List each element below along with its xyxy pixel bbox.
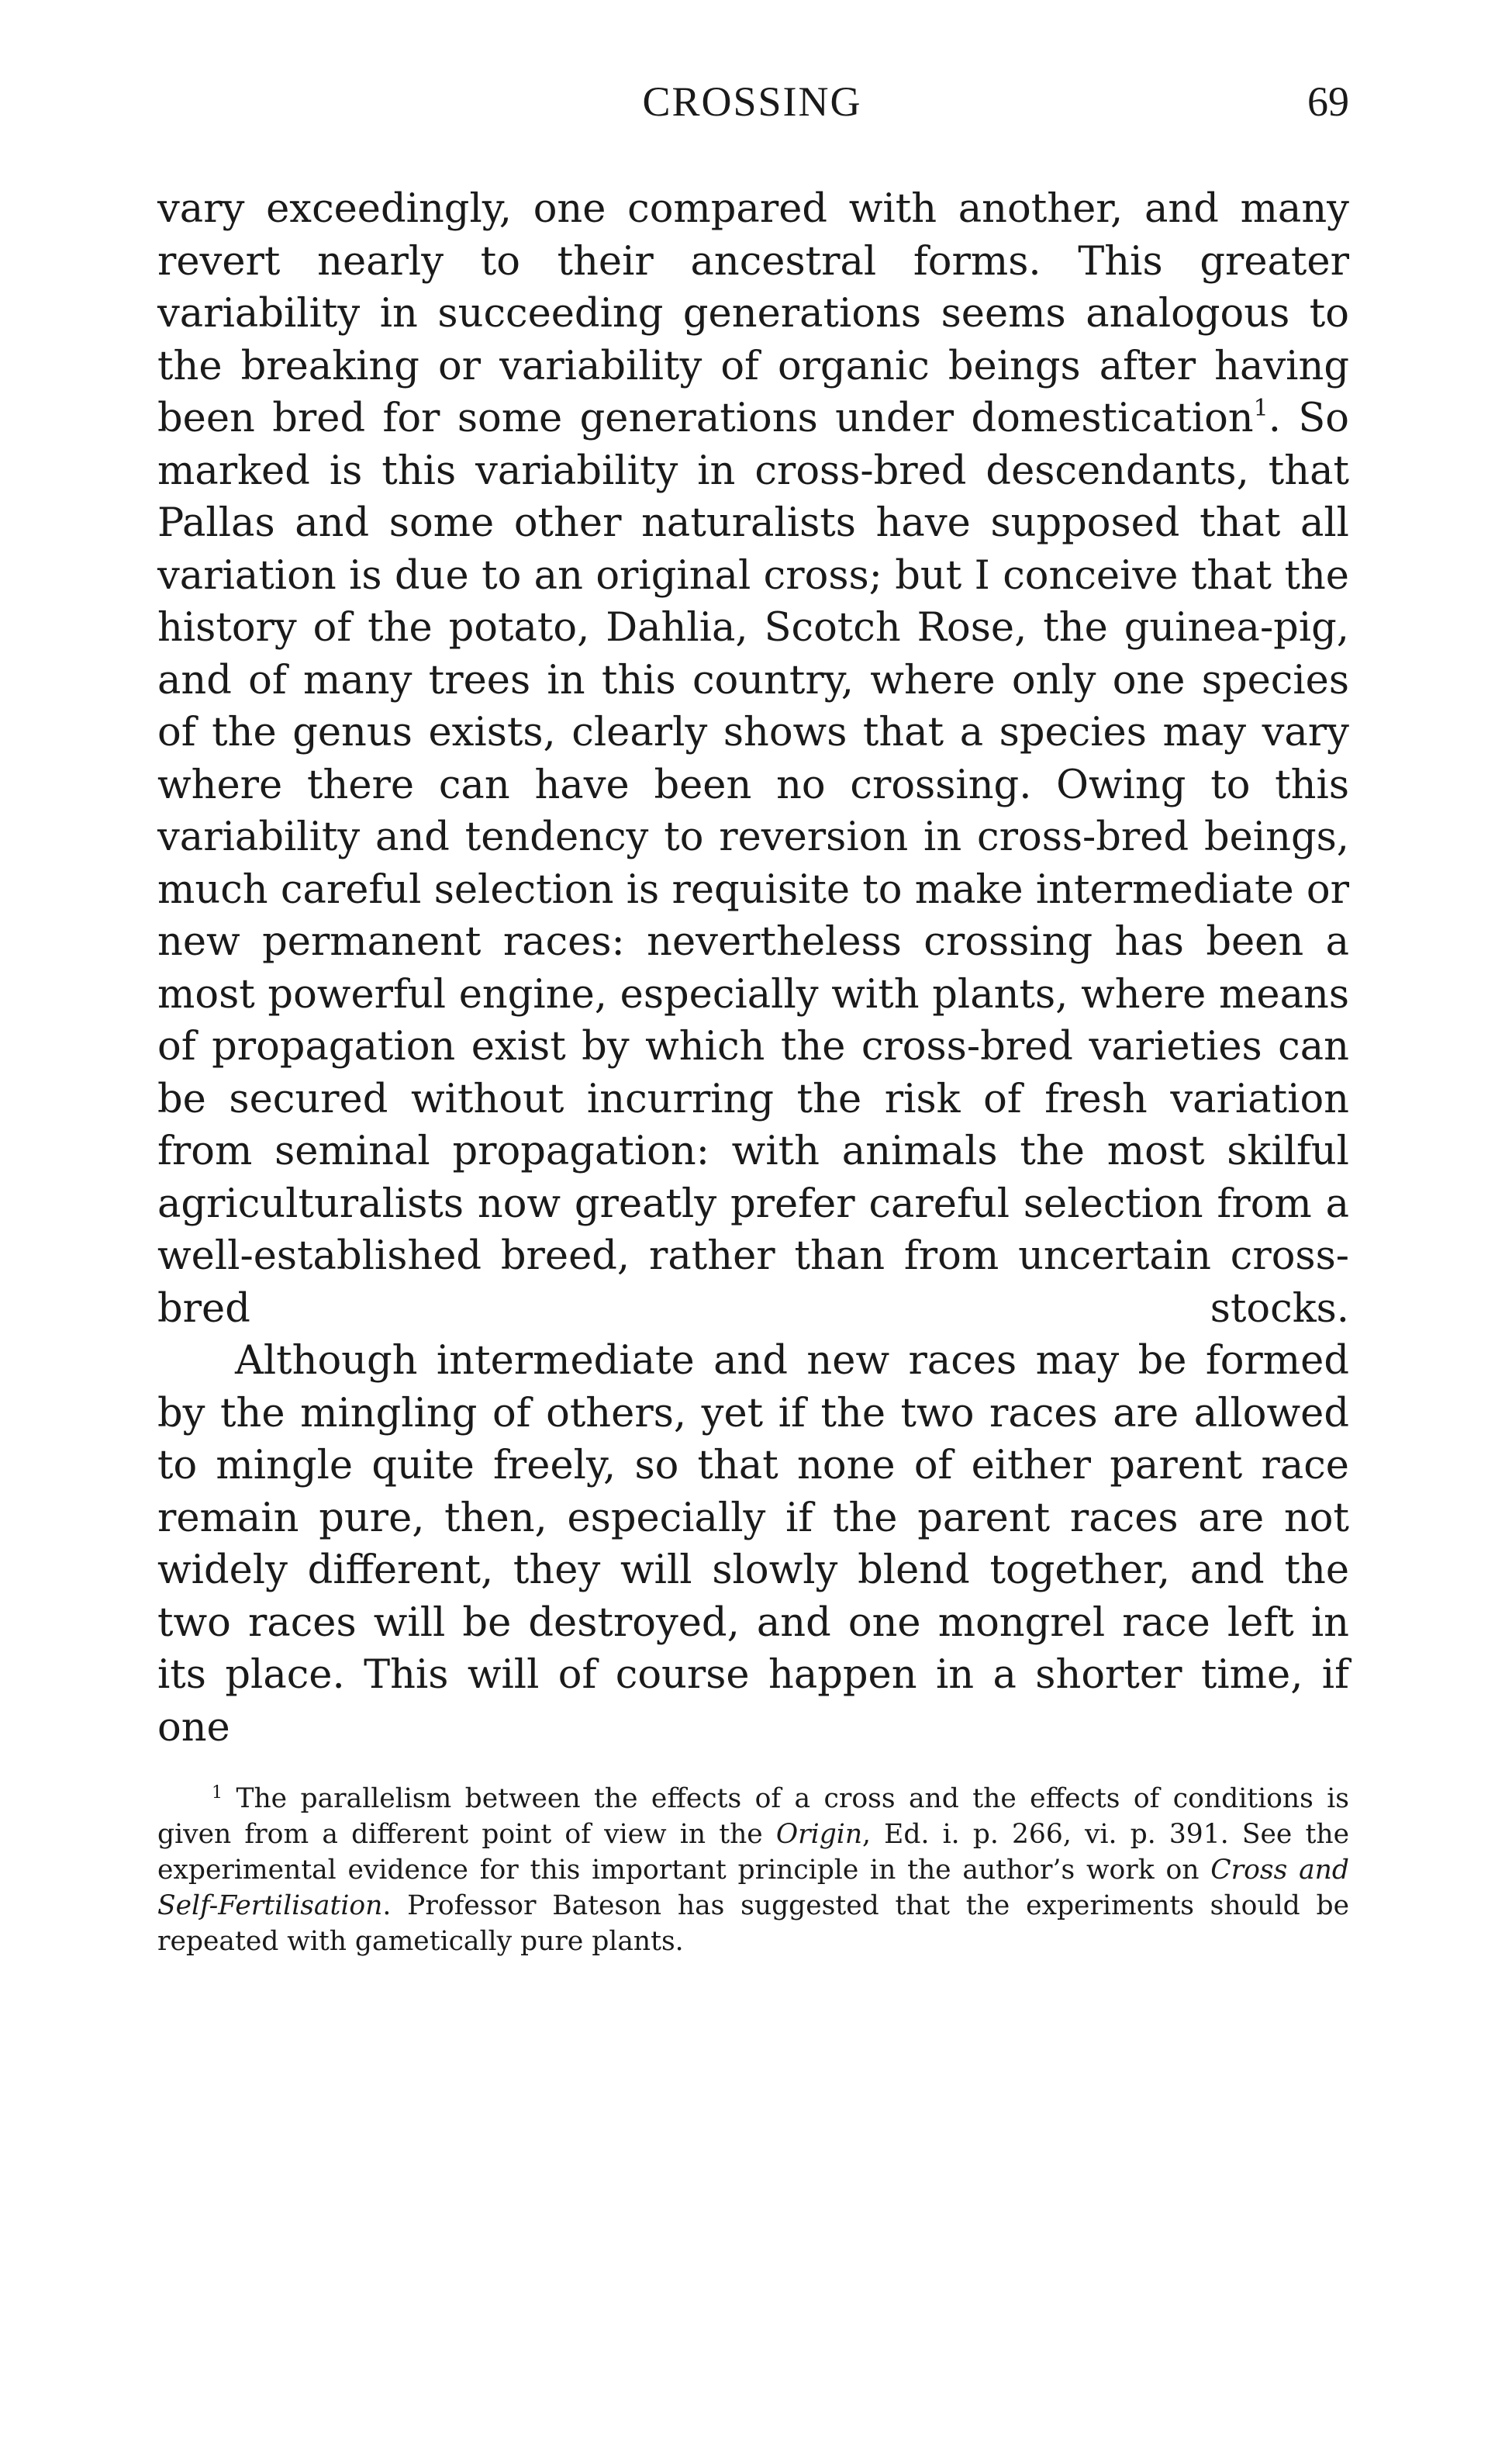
text-run: Although intermediate and new races may be formed by the mingling of others, yet if the two races are allowed to mingle quite freely, so that none of either parent race remain pure, then, especially if the parent races are not widely different, they will slowly blend together, and the two races will be destroyed, and one mongrel race left in its place. This will of course happen in a shorter time, if one xyxy=(157,1338,1349,1751)
paragraph xyxy=(157,1335,1349,1754)
running-title: CROSSING xyxy=(642,78,862,125)
footnotes xyxy=(157,1781,1349,1959)
footnote-text: The parallelism between the effects of a cross and the effects of conditions is given from a different point of view in the xyxy=(157,1783,1349,1850)
paragraph xyxy=(157,183,1349,1335)
running-head xyxy=(155,78,1349,140)
text-run: . So marked is this variability in cross-bred descendants, that Pallas and some other naturalists have supposed that all variation is due to an original cross; but I conceive that the history of the potato, Dahlia, Scotch Rose, the guinea-pig, and of many trees in this country, where only one species of the genus exists, clearly shows that a species may vary where there can have been no crossing. Owing to this variability and tendency to reversion in cross-bred beings, much careful selection is requisite to make intermediate or new permanent races: nevertheless crossing has been a most powerful engine, especially with plants, where means of propagation exist by which the cross-bred varieties can be secured without incurring the risk of fresh variation from seminal propagation: with animals the most skilful agriculturalists now greatly prefer careful selection from a well-established breed, rather than from uncertain cross-bred stocks. xyxy=(157,396,1349,1332)
page-number: 69 xyxy=(1307,78,1349,125)
footnote-reference: 1 xyxy=(1253,395,1269,422)
footnote xyxy=(157,1781,1349,1959)
book-title-origin: Origin xyxy=(775,1819,863,1850)
footnote-text: , Ed. i. p. 266, vi. p. 391. See the experimental evidence for this important principle in the author’s work on xyxy=(157,1819,1349,1886)
book-title-cross-fertilisation: Cross and Self-Fertilisation xyxy=(157,1855,1349,1921)
footnote-text: . Professor Bateson has suggested that the experiments should be repeated with gametically pure plants. xyxy=(157,1890,1349,1957)
footnote-mark: 1 xyxy=(212,1783,223,1803)
main-text xyxy=(157,183,1349,1754)
text-run: vary exceedingly, one compared with another, and many revert nearly to their ancestral forms. This greater variability in succeeding generations seems analogous to the breaking or variability of organic beings after having been bred for some generations under domestication xyxy=(157,186,1349,441)
